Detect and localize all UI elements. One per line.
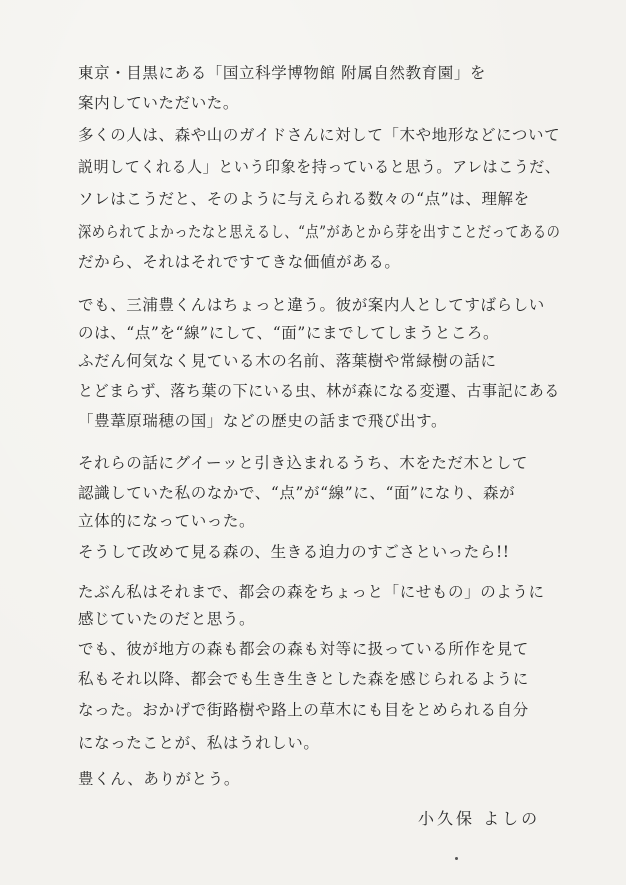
signature: 小久保 よしの xyxy=(418,809,541,828)
ink-dot xyxy=(455,857,458,860)
letter-line: になったことが、私はうれしい。 xyxy=(78,734,320,752)
letter-line: 案内していただいた。 xyxy=(78,94,240,112)
letter-line: とどまらず、落ち葉の下にいる虫、林が森になる変遷、古事記にある xyxy=(78,382,560,400)
letter-line: なった。おかげで街路樹や路上の草木にも目をとめられる自分 xyxy=(78,701,529,719)
letter-line: のは、“点”を“線”にして、“面”にまでしてしまうところ。 xyxy=(78,324,500,342)
letter-line: 東京・目黒にある「国立科学博物館 附属自然教育園」を xyxy=(78,64,487,82)
letter-line: 「豊葦原瑞穂の国」などの歴史の話まで飛び出す。 xyxy=(78,412,448,430)
letter-line: 説明してくれる人」という印象を持っていると思う。アレはこうだ、 xyxy=(78,158,561,176)
letter-line: 深められてよかったなと思えるし、“点”があとから芽を出すことだってあるの xyxy=(78,223,561,241)
letter-line: だから、それはそれですてきな価値がある。 xyxy=(78,253,401,271)
letter-line: 認識していた私のなかで、“点”が“線”に、“面”になり、森が xyxy=(78,484,516,502)
letter-line: たぶん私はそれまで、都会の森をちょっと「にせもの」のように xyxy=(78,583,545,601)
letter-line: 豊くん、ありがとう。 xyxy=(78,770,240,788)
letter-line: そうして改めて見る森の、生きる迫力のすごさといったら!! xyxy=(78,543,510,561)
letter-line: でも、三浦豊くんはちょっと違う。彼が案内人としてすばらしい xyxy=(78,296,545,314)
letter-line: 私もそれ以降、都会でも生き生きとした森を感じられるように xyxy=(78,670,529,688)
letter-line: 感じていたのだと思う。 xyxy=(78,610,256,628)
letter-line: 立体的になっていった。 xyxy=(78,512,256,530)
letter-line: それらの話にグイーッと引き込まれるうち、木をただ木として xyxy=(78,454,529,472)
letter-line: 多くの人は、森や山のガイドさんに対して「木や地形などについて xyxy=(78,126,561,144)
letter-line: ソレはこうだと、そのように与えられる数々の“点”は、理解を xyxy=(78,190,530,208)
letter-line: でも、彼が地方の森も都会の森も対等に扱っている所作を見て xyxy=(78,640,529,658)
letter-line: ふだん何気なく見ている木の名前、落葉樹や常緑樹の話に xyxy=(78,352,497,370)
